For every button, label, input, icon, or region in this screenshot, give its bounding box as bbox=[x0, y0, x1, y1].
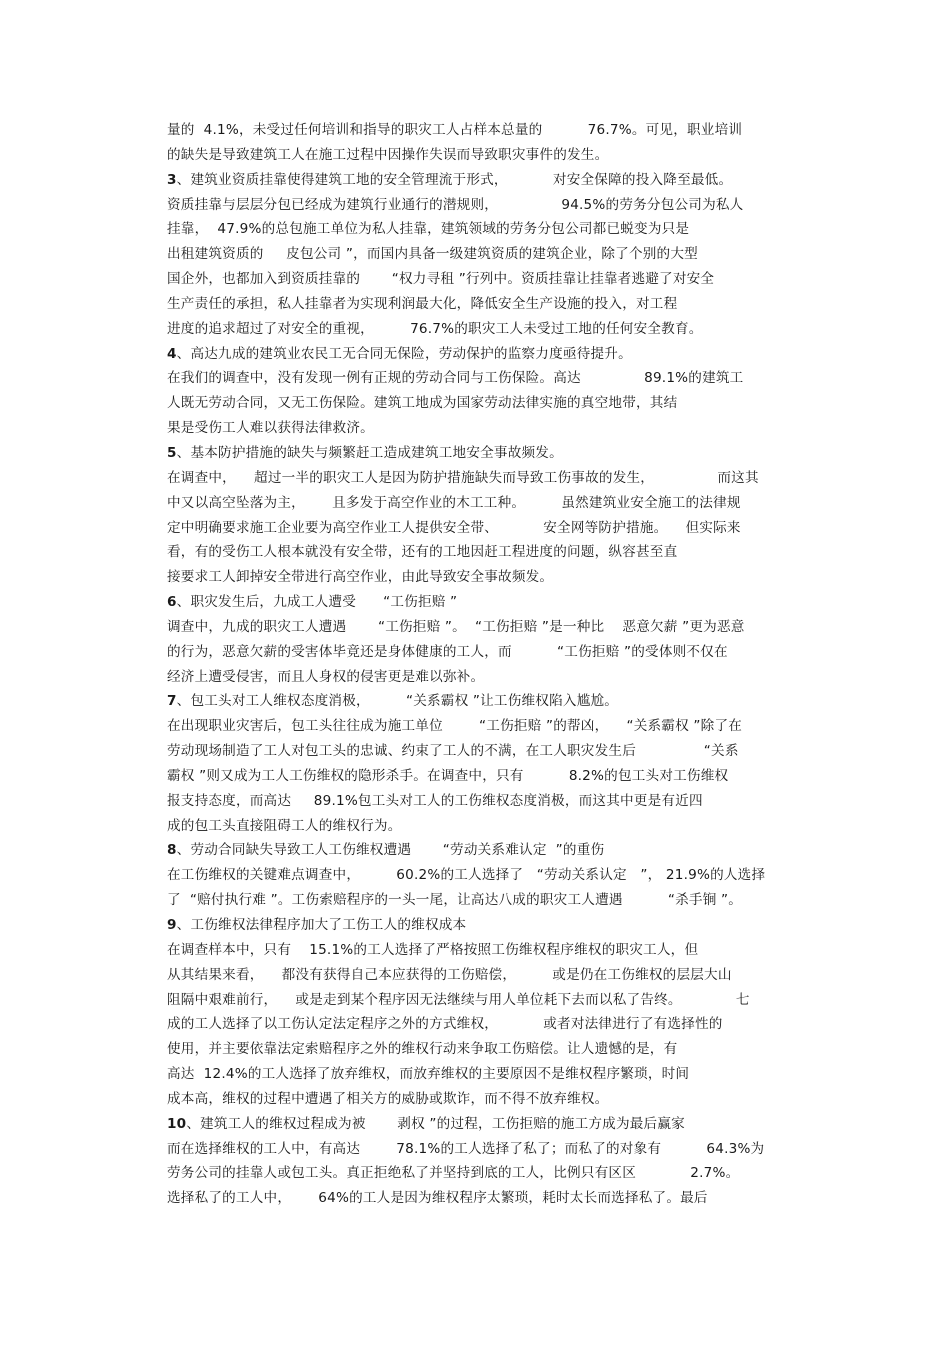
body-text bbox=[167, 118, 787, 1211]
section-number: 7 bbox=[167, 693, 177, 710]
text-line: 果是受伤工人难以获得法律救济。 bbox=[167, 420, 374, 437]
text-line: 而在选择维权的工人中，有高达 78.1%的工人选择了私了；而私了的对象有 64.3%为 bbox=[167, 1140, 765, 1157]
section-number: 6 bbox=[167, 594, 177, 611]
section-number: 4 bbox=[167, 345, 177, 362]
section-heading bbox=[167, 1112, 787, 1137]
text-line: 接要求工人卸掉安全带进行高空作业，由此导致安全事故频发。 bbox=[167, 569, 554, 586]
text-line: 进度的追求超过了对安全的重视， 76.7%的职灾工人未受过工地的任何安全教育。 bbox=[167, 320, 703, 337]
text-line: 调查中，九成的职灾工人遭遇 “工伤拒赔 ”。 “工伤拒赔 ”是一种比 恶意欠薪 ”更为恶意 bbox=[167, 618, 745, 635]
section-heading bbox=[167, 441, 787, 466]
heading-text: 、高达九成的建筑业农民工无合同无保险，劳动保护的监察力度亟待提升。 bbox=[176, 345, 632, 362]
heading-text: 、建筑工人的维权过程成为被 剥权 ”的过程，工伤拒赔的施工方成为最后赢家 bbox=[186, 1115, 685, 1132]
text-line: 定中明确要求施工企业要为高空作业工人提供安全带、 安全网等防护措施。 但实际来 bbox=[167, 519, 741, 536]
text-line: 在调查样本中，只有 15.1%的工人选择了严格按照工伤维权程序维权的职灾工人，但 bbox=[167, 941, 699, 958]
text-line: 量的 4.1%，未受过任何培训和指导的职灾工人占样本总量的 76.7%。可见，职业培训 bbox=[167, 122, 743, 138]
text-line: 资质挂靠与层层分包已经成为建筑行业通行的潜规则， 94.5%的劳务分包公司为私人 bbox=[167, 196, 744, 213]
text-line: 在工伤维权的关键难点调查中， 60.2%的工人选择了 “劳动关系认定 ”， 21.9%的人选择 bbox=[167, 867, 766, 884]
text-line: 阻隔中艰难前行， 或是走到某个程序因无法继续与用人单位耗下去而以私了告终。 七 bbox=[167, 991, 750, 1008]
text-line: 了 “赔付执行难 ”。工伤索赔程序的一头一尾，让高达八成的职灾工人遭遇 “杀手锏 ”。 bbox=[167, 892, 743, 909]
text-line: 经济上遭受侵害，而且人身权的侵害更是难以弥补。 bbox=[167, 668, 485, 685]
heading-text: 、基本防护措施的缺失与频繁赶工造成建筑工地安全事故频发。 bbox=[176, 444, 563, 461]
heading-text: 、劳动合同缺失导致工人工伤维权遭遇 “劳动关系难认定 ”的重伤 bbox=[176, 842, 605, 859]
text-line: 在出现职业灾害后，包工头往往成为施工单位 “工伤拒赔 ”的帮凶， “关系霸权 ”除了在 bbox=[167, 718, 743, 735]
section-heading bbox=[167, 342, 787, 367]
section-number: 3 bbox=[167, 171, 177, 188]
text-line: 挂靠， 47.9%的总包施工单位为私人挂靠，建筑领域的劳务分包公司都已蜕变为只是 bbox=[167, 221, 690, 238]
text-line: 的行为，恶意欠薪的受害体毕竟还是身体健康的工人，而 “工伤拒赔 ”的受体则不仅在 bbox=[167, 643, 728, 660]
section-heading bbox=[167, 913, 787, 938]
heading-text: 、职灾发生后，九成工人遭受 “工伤拒赔 ” bbox=[176, 594, 458, 611]
text-line: 生产责任的承担，私人挂靠者为实现利润最大化，降低安全生产设施的投入，对工程 bbox=[167, 295, 678, 312]
text-line: 成的包工头直接阻碍工人的维权行为。 bbox=[167, 817, 402, 834]
section-heading bbox=[167, 689, 787, 714]
section-number: 5 bbox=[167, 444, 177, 461]
text-line: 报支持态度，而高达 89.1%包工头对工人的工伤维权态度消极，而这其中更是有近四 bbox=[167, 792, 703, 809]
text-line: 劳动现场制造了工人对包工头的忠诚、约束了工人的不满，在工人职灾发生后 “关系 bbox=[167, 743, 739, 760]
text-line: 在调查中， 超过一半的职灾工人是因为防护措施缺失而导致工伤事故的发生， 而这其 bbox=[167, 469, 759, 486]
text-line: 成的工人选择了以工伤认定法定程序之外的方式维权， 或者对法律进行了有选择性的 bbox=[167, 1016, 723, 1033]
text-line: 霸权 ”则又成为工人工伤维权的隐形杀手。在调查中，只有 8.2%的包工头对工伤维权 bbox=[167, 767, 729, 784]
text-line: 的缺失是导致建筑工人在施工过程中因操作失误而导致职灾事件的发生。 bbox=[167, 146, 609, 163]
text-line: 人既无劳动合同，又无工伤保险。建筑工地成为国家劳动法律实施的真空地带，其结 bbox=[167, 395, 678, 412]
text-line: 出租建筑资质的 皮包公司 ”，而国内具备一级建筑资质的建筑企业，除了个别的大型 bbox=[167, 246, 698, 263]
section-number: 9 bbox=[167, 917, 177, 933]
text-line: 使用，并主要依靠法定索赔程序之外的维权行动来争取工伤赔偿。让人遗憾的是，有 bbox=[167, 1041, 678, 1058]
section-number: 10 bbox=[167, 1115, 187, 1132]
text-line: 高达 12.4%的工人选择了放弃维权，而放弃维权的主要原因不是维权程序繁琐，时间 bbox=[167, 1066, 690, 1083]
section-heading bbox=[167, 838, 787, 863]
text-line: 劳务公司的挂靠人或包工头。真正拒绝私了并坚持到底的工人，比例只有区区 2.7%。 bbox=[167, 1165, 740, 1182]
heading-text: 、建筑业资质挂靠使得建筑工地的安全管理流于形式， 对安全保障的投入降至最低。 bbox=[176, 171, 733, 188]
heading-text: 、工伤维权法律程序加大了工伤工人的维权成本 bbox=[176, 917, 467, 933]
text-line: 选择私了的工人中， 64%的工人是因为维权程序太繁琐，耗时太长而选择私了。最后 bbox=[167, 1190, 708, 1207]
heading-text: 、包工头对工人维权态度消极， “关系霸权 ”让工伤维权陷入尴尬。 bbox=[176, 693, 619, 710]
section-number: 8 bbox=[167, 842, 177, 859]
section-heading bbox=[167, 590, 787, 615]
text-line: 从其结果来看， 都没有获得自己本应获得的工伤赔偿， 或是仍在工伤维权的层层大山 bbox=[167, 966, 732, 983]
text-line: 看，有的受伤工人根本就没有安全带，还有的工地因赶工程进度的问题，纵容甚至直 bbox=[167, 544, 678, 561]
section-heading bbox=[167, 168, 787, 193]
text-line: 国企外，也都加入到资质挂靠的 “权力寻租 ”行列中。资质挂靠让挂靠者逃避了对安全 bbox=[167, 271, 715, 288]
text-line: 在我们的调查中，没有发现一例有正规的劳动合同与工伤保险。高达 89.1%的建筑工 bbox=[167, 370, 744, 387]
text-line: 中又以高空坠落为主， 且多发于高空作业的木工工种。 虽然建筑业安全施工的法律规 bbox=[167, 494, 741, 511]
text-line: 成本高，维权的过程中遭遇了相关方的威胁或欺诈，而不得不放弃维权。 bbox=[167, 1090, 609, 1107]
